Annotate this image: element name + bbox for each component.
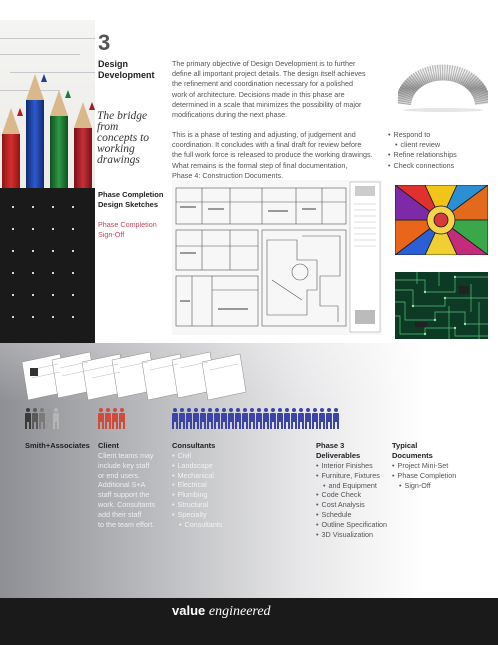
circuit-board-image <box>395 272 488 339</box>
document-sheets-image <box>20 350 260 405</box>
list-item: • client review <box>388 140 457 150</box>
review-list <box>388 130 457 171</box>
person-icon <box>25 408 31 429</box>
person-icon <box>172 408 178 429</box>
list-item: • Electrical <box>172 480 223 490</box>
list-item: • 3D Visualization <box>316 530 387 540</box>
person-icon <box>221 408 227 429</box>
person-icon <box>235 408 241 429</box>
person-icon <box>228 408 234 429</box>
red-pencil <box>2 108 20 188</box>
person-icon <box>305 408 311 429</box>
person-icon <box>112 408 118 429</box>
person-icon <box>312 408 318 429</box>
stained-glass-image <box>395 185 488 255</box>
list-item: • Check connections <box>388 161 457 171</box>
list-item: • Structural <box>172 500 223 510</box>
person-icon <box>277 408 283 429</box>
client-title: Client <box>98 441 119 450</box>
green-pencil <box>50 90 68 188</box>
phase-completion-title: Phase Completion Design Sketches <box>98 190 164 209</box>
deliverables-title: Phase 3 Deliverables <box>316 441 361 460</box>
person-icon <box>207 408 213 429</box>
list-item: • Landscape <box>172 461 223 471</box>
smith-title: Smith+Associates <box>25 441 90 450</box>
person-icon <box>249 408 255 429</box>
person-icon <box>179 408 185 429</box>
list-item: • Outline Specification <box>316 520 387 530</box>
person-icon <box>193 408 199 429</box>
list-item: • Civil <box>172 451 223 461</box>
testing-paragraph: This is a phase of testing and adjusting, of judgement and coordination. It concludes with a final draft for review before the full work force is released to produce the working drawings. What remains is the formal step of final documentation, Phase 4: Construction Documents. <box>172 130 373 180</box>
intro-paragraph: The primary objective of Design Development is to further define all important project details. The design itself achieves the refinement and coordination necessary for a polished work of architecture. Decisions made in this phase are determined in a scale that minimizes the possibility of major modifications during the next phase. <box>172 59 366 120</box>
phase-completion-signoff: Phase Completion Sign-Off <box>98 220 157 239</box>
colored-pencils-photo <box>0 20 95 188</box>
person-icon <box>270 408 276 429</box>
list-item: • Mechanical <box>172 471 223 481</box>
list-item: • Specialty <box>172 510 223 520</box>
slinky-spring-image <box>398 52 488 112</box>
list-item: • Plumbing <box>172 490 223 500</box>
consultant-staff-icons <box>172 408 339 430</box>
person-icon <box>298 408 304 429</box>
value-engineered-logo: value engineered <box>172 603 271 619</box>
list-item: • Code Check <box>316 490 387 500</box>
list-item: • Schedule <box>316 510 387 520</box>
person-icon <box>53 408 59 429</box>
person-icon <box>291 408 297 429</box>
list-item: • Phase Completion <box>392 471 456 481</box>
person-icon <box>39 408 45 429</box>
list-item: • Sign-Off <box>392 481 456 491</box>
smith-column <box>25 441 90 451</box>
person-icon <box>256 408 262 429</box>
deliverables-column <box>316 441 387 539</box>
floor-plan-drawing <box>172 180 382 335</box>
person-icon <box>119 408 125 429</box>
person-icon <box>98 408 104 429</box>
person-icon <box>319 408 325 429</box>
consultants-title: Consultants <box>172 441 216 450</box>
list-item: • Project Mini-Set <box>392 461 456 471</box>
person-icon <box>46 408 52 429</box>
person-icon <box>105 408 111 429</box>
list-item: • Respond to <box>388 130 457 140</box>
person-icon <box>333 408 339 429</box>
typical-documents-title: Typical Documents <box>392 441 433 460</box>
client-column: Client Client teams may include key staff or end users. Additional S+A staff support the work. Consultants add their staff to the team effort. <box>98 441 168 529</box>
red-pencil-2 <box>74 102 92 188</box>
person-icon <box>263 408 269 429</box>
client-staff-icons <box>98 408 125 430</box>
list-item: • Consultants <box>172 520 223 530</box>
list-item: • and Equipment <box>316 481 387 491</box>
consultants-column <box>172 441 223 529</box>
list-item: • Cost Analysis <box>316 500 387 510</box>
section-tagline: The bridge from concepts to working drawings <box>97 110 150 166</box>
blue-pencil <box>26 74 44 188</box>
dotted-black-panel <box>0 188 95 343</box>
person-icon <box>214 408 220 429</box>
person-icon <box>326 408 332 429</box>
section-title: Design Development <box>98 59 155 80</box>
typical-documents-column <box>392 441 456 490</box>
person-icon <box>200 408 206 429</box>
list-item: • Interior Finishes <box>316 461 387 471</box>
person-icon <box>186 408 192 429</box>
smith-staff-icons <box>25 408 59 430</box>
list-item: • Furniture, Fixtures <box>316 471 387 481</box>
list-item: • Refine relationships <box>388 150 457 160</box>
person-icon <box>242 408 248 429</box>
section-number: 3 <box>98 30 111 55</box>
person-icon <box>32 408 38 429</box>
person-icon <box>284 408 290 429</box>
